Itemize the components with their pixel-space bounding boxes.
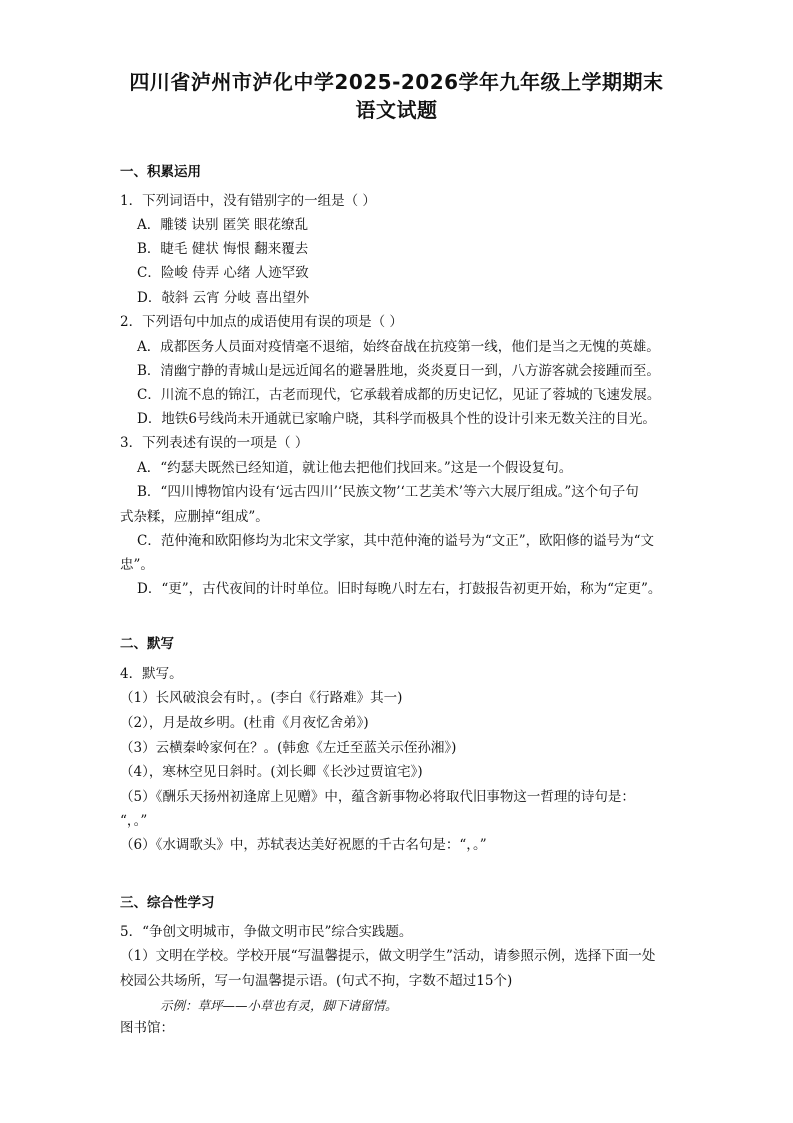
question-3-option-d: D．“更”，古代夜间的计时单位。旧时每晚八时左右，打鼓报告初更开始，称为“定更”。 (137, 581, 662, 597)
question-3-stem: 3．下列表述有误的一项是（ ） (120, 435, 309, 451)
question-4-stem: 4．默写。 (120, 666, 183, 682)
question-3-option-a: A．“约瑟夫既然已经知道，就让他去把他们找回来。”这是一个假设复句。 (137, 460, 573, 476)
question-1-option-c: C．险峻 侍弄 心绪 人迹罕致 (137, 265, 309, 281)
question-4-item-1: （1）长风破浪会有时，。(李白《行路难》其一) (120, 690, 403, 706)
question-2-stem: 2．下列语句中加点的成语使用有误的项是（ ） (120, 314, 403, 330)
question-5-stem: 5．“争创文明城市，争做文明市民”综合实践题。 (120, 924, 413, 940)
question-2-option-c: C．川流不息的锦江，古老而现代，它承载着成都的历史记忆，见证了蓉城的飞速发展。 (137, 387, 661, 403)
question-3-option-b-line2: 式杂糅，应删掉“组成”。 (120, 509, 269, 525)
section-heading-2: 二、默写 (120, 636, 174, 652)
question-1-option-b: B．睫毛 健状 悔恨 翻来覆去 (137, 241, 309, 257)
question-5-answer-label: 图书馆： (120, 1020, 174, 1036)
question-2-option-a: A．成都医务人员面对疫情毫不退缩，始终奋战在抗疫第一线，他们是当之无愧的英雄。 (137, 339, 660, 355)
question-3-option-b-line1: B．“四川博物馆内设有‘远古四川’‘民族文物’‘工艺美术’等六大展厅组成。”这个句子句 (137, 484, 639, 500)
section-heading-3: 三、综合性学习 (120, 895, 215, 911)
question-4-item-2: （2），月是故乡明。(杜甫《月夜忆舍弟》) (120, 715, 369, 731)
question-3-option-c-line2: 忠”。 (120, 557, 154, 573)
exam-title-line2: 语文试题 (355, 98, 438, 122)
question-2-option-b: B．清幽宁静的青城山是远近闻名的避暑胜地，炎炎夏日一到，八方游客就会接踵而至。 (137, 363, 660, 379)
exam-title-line1: 四川省泸州市泸化中学2025-2026学年九年级上学期期末 (129, 70, 664, 94)
question-4-item-3: （3）云横秦岭家何在？。(韩愈《左迁至蓝关示侄孙湘》) (120, 740, 457, 756)
question-4-item-6: （6）《水调歌头》中，苏轼表达美好祝愿的千古名句是：“，。” (120, 837, 487, 853)
question-1-stem: 1．下列词语中，没有错别字的一组是（ ） (120, 193, 376, 209)
question-4-item-5-blank: “，。” (120, 813, 148, 829)
question-1-option-d: D．敧斜 云宵 分岐 喜出望外 (137, 290, 310, 306)
question-5-part-1-line2: 校园公共场所，写一句温馨提示语。(句式不拘，字数不超过15个) (120, 973, 513, 989)
question-3-option-c-line1: C．范仲淹和欧阳修均为北宋文学家，其中范仲淹的谥号为“文正”，欧阳修的谥号为“文 (137, 533, 655, 549)
question-4-item-4: （4），寒林空见日斜时。(刘长卿《长沙过贾谊宅》) (120, 764, 423, 780)
question-5-part-1-line1: （1）文明在学校。学校开展“写温馨提示，做文明学生”活动，请参照示例，选择下面一处 (120, 948, 656, 964)
section-heading-1: 一、积累运用 (120, 164, 201, 180)
question-1-option-a: A．雕镂 诀别 匿笑 眼花缭乱 (137, 217, 309, 233)
question-4-item-5: （5）《酬乐天扬州初逢席上见赠》中，蕴含新事物必将取代旧事物这一哲理的诗句是： (120, 789, 635, 805)
question-2-option-d: D．地铁6号线尚未开通就已家喻户晓，其科学而极具个性的设计引来无数关注的目光。 (137, 411, 656, 427)
question-5-example: 示例：草坪——小草也有灵，脚下请留情。 (160, 998, 398, 1013)
